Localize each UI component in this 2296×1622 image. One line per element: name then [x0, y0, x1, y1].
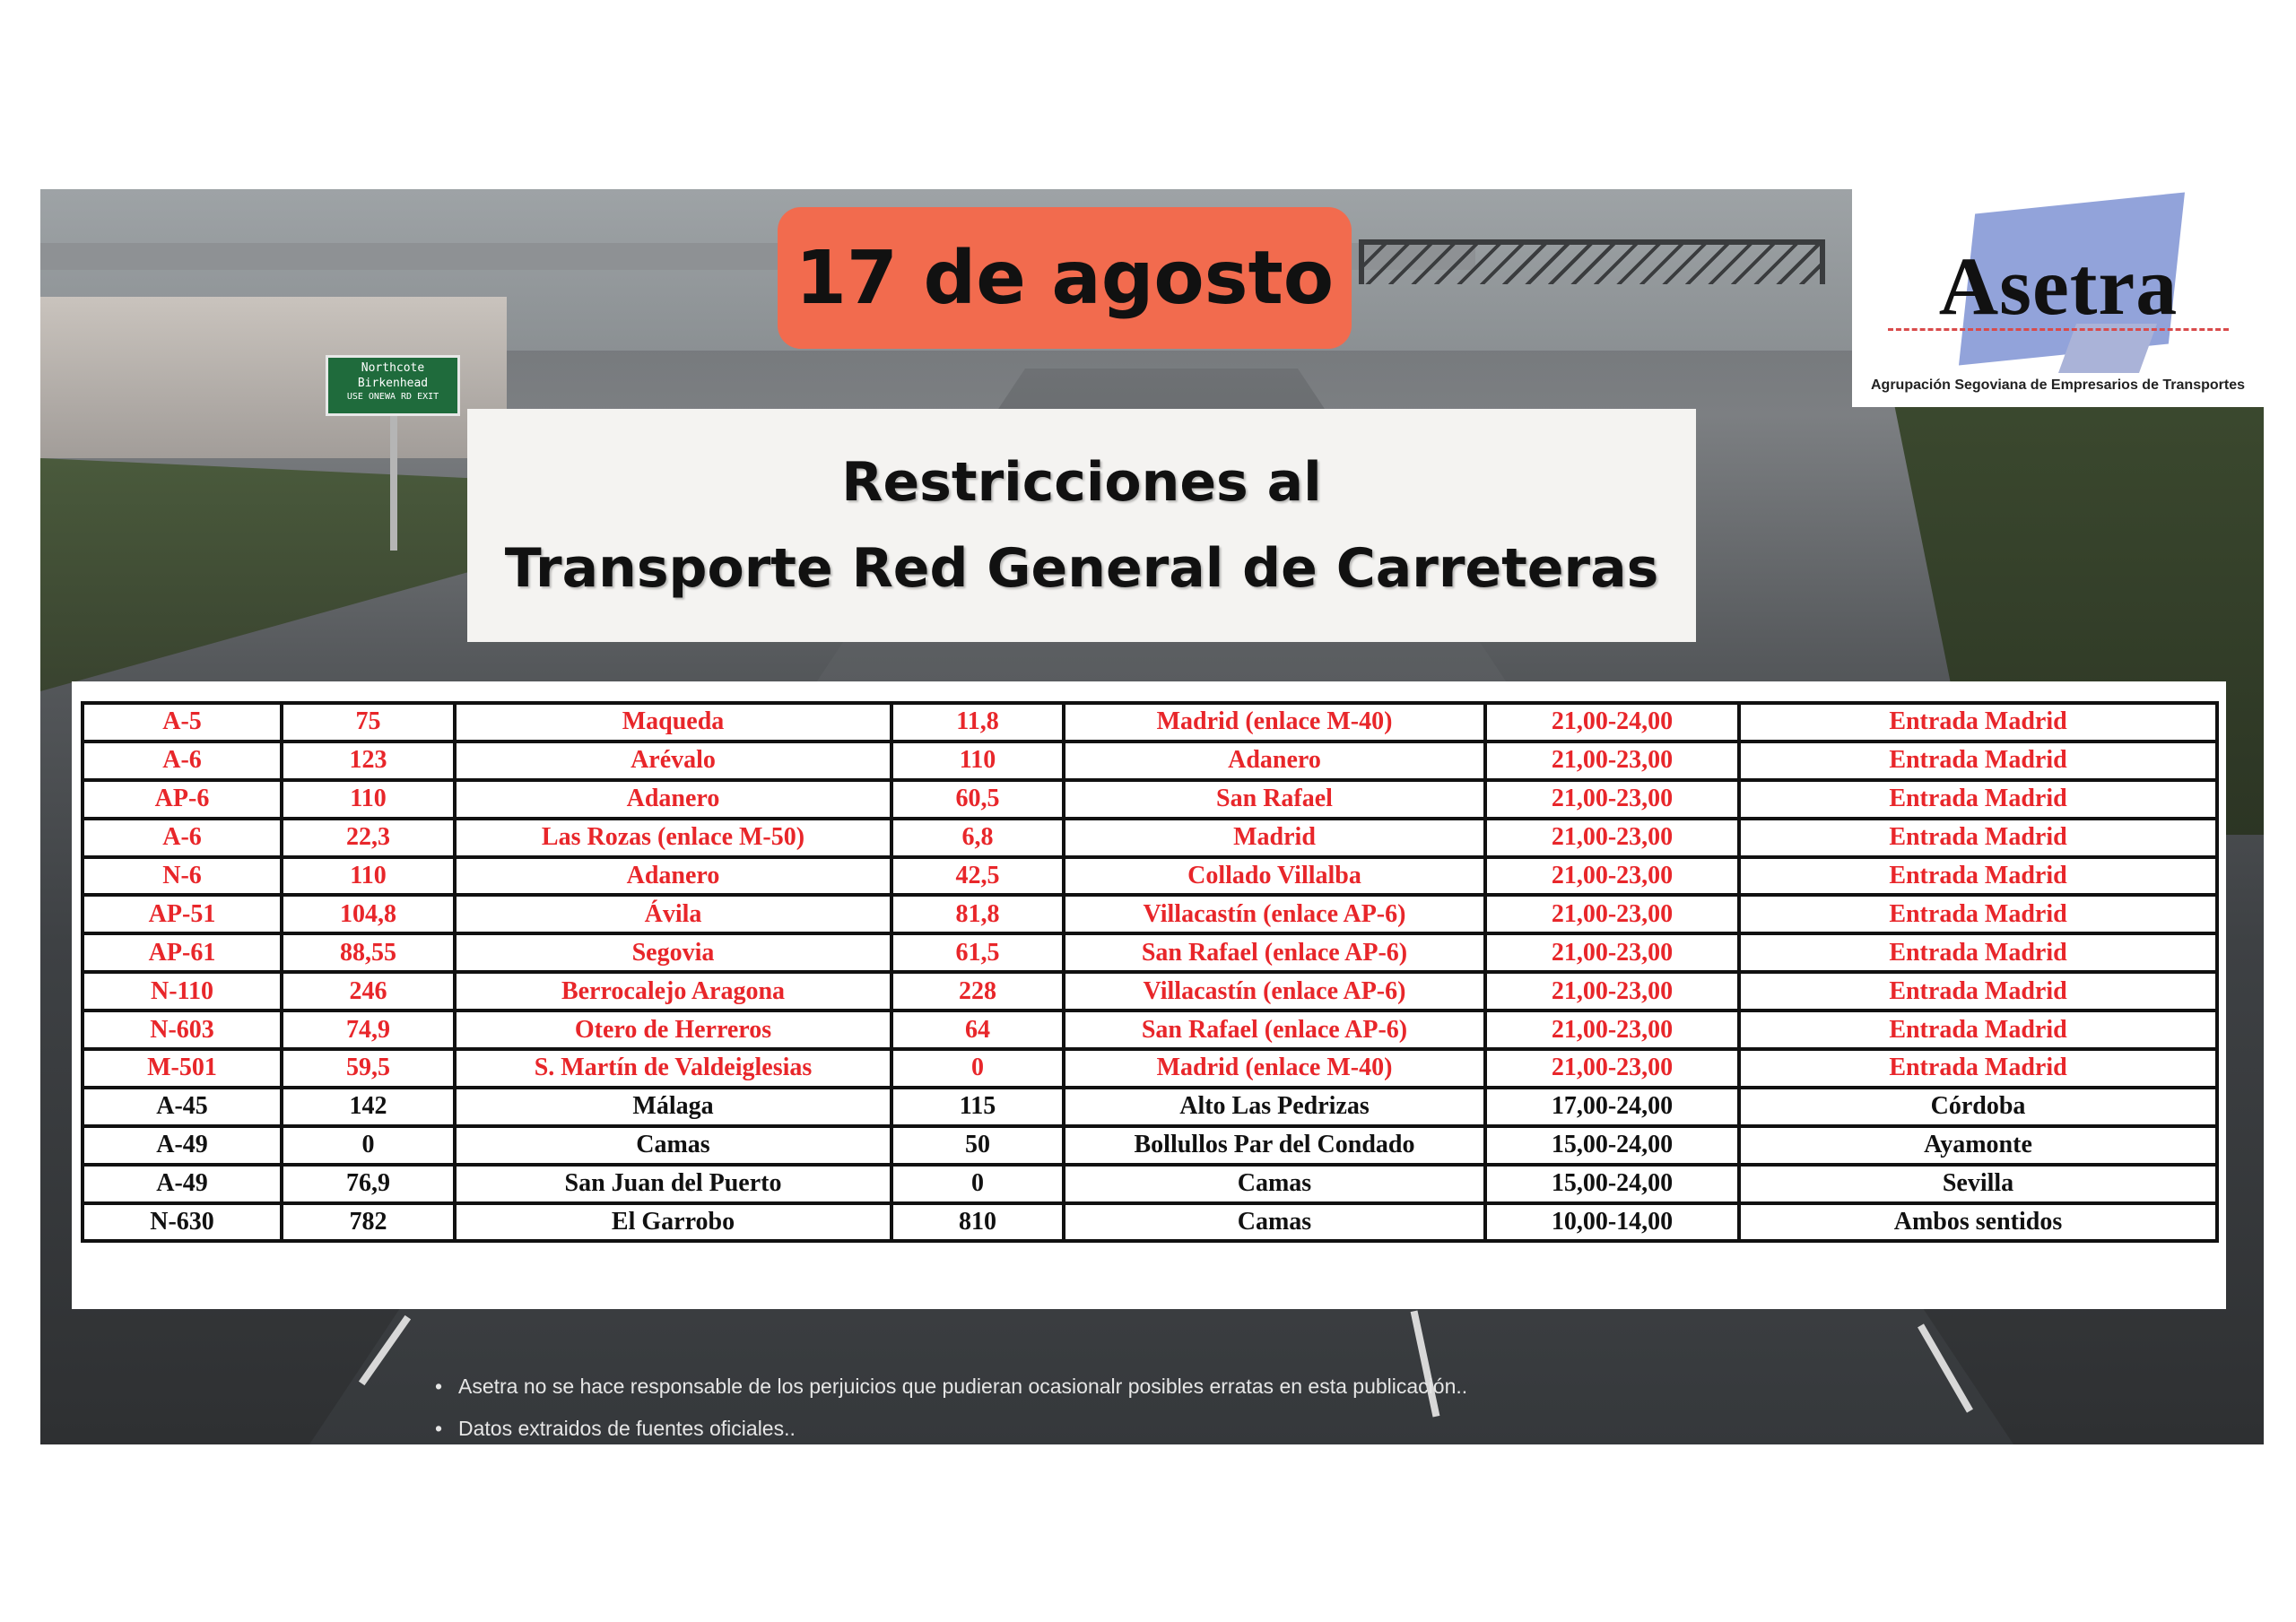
- logo-dash-line: [1888, 328, 2229, 331]
- cell-start-location: San Juan del Puerto: [455, 1165, 891, 1203]
- cell-time-range: 17,00-24,00: [1485, 1088, 1739, 1126]
- cell-direction: Entrada Madrid: [1739, 895, 2217, 933]
- cell-direction: Entrada Madrid: [1739, 933, 2217, 972]
- cell-end-location: Madrid (enlace M-40): [1064, 1049, 1485, 1088]
- cell-start-location: Málaga: [455, 1088, 891, 1126]
- date-badge: [778, 207, 1352, 349]
- cell-start-location: Adanero: [455, 780, 891, 819]
- cell-road: A-6: [83, 742, 282, 780]
- cell-km-start: 782: [282, 1203, 455, 1242]
- note-item: [435, 1408, 1467, 1444]
- cell-km-end: 50: [891, 1126, 1064, 1165]
- cell-time-range: 21,00-23,00: [1485, 1049, 1739, 1088]
- cell-road: A-49: [83, 1165, 282, 1203]
- cell-end-location: Camas: [1064, 1203, 1485, 1242]
- cell-start-location: S. Martín de Valdeiglesias: [455, 1049, 891, 1088]
- table-row: [83, 742, 2217, 780]
- cell-km-start: 76,9: [282, 1165, 455, 1203]
- cell-road: N-630: [83, 1203, 282, 1242]
- cell-start-location: El Garrobo: [455, 1203, 891, 1242]
- table-row: [83, 857, 2217, 896]
- cell-km-start: 59,5: [282, 1049, 455, 1088]
- cell-time-range: 21,00-23,00: [1485, 742, 1739, 780]
- cell-km-start: 0: [282, 1126, 455, 1165]
- cell-time-range: 21,00-23,00: [1485, 972, 1739, 1010]
- table-row: [83, 1203, 2217, 1242]
- road-sign-post: [390, 416, 397, 551]
- cell-end-location: San Rafael: [1064, 780, 1485, 819]
- cell-km-end: 6,8: [891, 819, 1064, 857]
- cell-km-end: 60,5: [891, 780, 1064, 819]
- cell-end-location: Villacastín (enlace AP-6): [1064, 895, 1485, 933]
- cell-start-location: Berrocalejo Aragona: [455, 972, 891, 1010]
- table-row: [83, 1010, 2217, 1049]
- note-text: Asetra no se hace responsable de los perjuicios que pudieran ocasionalr posibles erratas en esta publicación..: [458, 1375, 1468, 1398]
- cell-direction: Entrada Madrid: [1739, 857, 2217, 896]
- cell-km-end: 228: [891, 972, 1064, 1010]
- cell-time-range: 21,00-23,00: [1485, 1010, 1739, 1049]
- cell-start-location: Adanero: [455, 857, 891, 896]
- cell-start-location: Las Rozas (enlace M-50): [455, 819, 891, 857]
- asetra-logo: [1852, 189, 2264, 407]
- cell-direction: Entrada Madrid: [1739, 972, 2217, 1010]
- cell-time-range: 21,00-24,00: [1485, 703, 1739, 742]
- background-gantry: [1359, 239, 1825, 284]
- cell-direction: Entrada Madrid: [1739, 780, 2217, 819]
- cell-km-start: 123: [282, 742, 455, 780]
- cell-direction: Entrada Madrid: [1739, 1010, 2217, 1049]
- cell-end-location: Camas: [1064, 1165, 1485, 1203]
- cell-start-location: Arévalo: [455, 742, 891, 780]
- table-row: [83, 819, 2217, 857]
- cell-road: A-5: [83, 703, 282, 742]
- cell-start-location: Otero de Herreros: [455, 1010, 891, 1049]
- bullet-icon: •: [435, 1417, 443, 1440]
- cell-km-start: 88,55: [282, 933, 455, 972]
- cell-km-start: 110: [282, 857, 455, 896]
- table-row: [83, 933, 2217, 972]
- cell-km-start: 110: [282, 780, 455, 819]
- cell-direction: Entrada Madrid: [1739, 1049, 2217, 1088]
- cell-road: A-49: [83, 1126, 282, 1165]
- cell-road: M-501: [83, 1049, 282, 1088]
- cell-km-end: 11,8: [891, 703, 1064, 742]
- restrictions-table: [81, 701, 2219, 1243]
- cell-end-location: Adanero: [1064, 742, 1485, 780]
- cell-time-range: 21,00-23,00: [1485, 819, 1739, 857]
- table-row: [83, 972, 2217, 1010]
- poster: [40, 189, 2264, 1444]
- cell-time-range: 15,00-24,00: [1485, 1165, 1739, 1203]
- cell-km-end: 42,5: [891, 857, 1064, 896]
- cell-km-end: 810: [891, 1203, 1064, 1242]
- cell-road: AP-6: [83, 780, 282, 819]
- title-line-1: Restricciones al: [841, 451, 1322, 514]
- road-sign-line: Birkenhead: [357, 377, 429, 390]
- logo-subtitle: Agrupación Segoviana de Empresarios de Transportes: [1870, 377, 2245, 393]
- title-panel: [467, 409, 1696, 642]
- cell-road: A-6: [83, 819, 282, 857]
- cell-direction: Ayamonte: [1739, 1126, 2217, 1165]
- cell-km-end: 0: [891, 1165, 1064, 1203]
- cell-road: N-110: [83, 972, 282, 1010]
- cell-end-location: Villacastín (enlace AP-6): [1064, 972, 1485, 1010]
- cell-end-location: Madrid: [1064, 819, 1485, 857]
- cell-road: N-603: [83, 1010, 282, 1049]
- cell-start-location: Ávila: [455, 895, 891, 933]
- cell-start-location: Camas: [455, 1126, 891, 1165]
- cell-time-range: 21,00-23,00: [1485, 780, 1739, 819]
- cell-time-range: 21,00-23,00: [1485, 933, 1739, 972]
- table-row: [83, 1088, 2217, 1126]
- cell-km-end: 0: [891, 1049, 1064, 1088]
- logo-wordmark: Asetra: [1938, 240, 2179, 332]
- note-text: Datos extraidos de fuentes oficiales..: [458, 1417, 796, 1440]
- cell-time-range: 15,00-24,00: [1485, 1126, 1739, 1165]
- table-row: [83, 780, 2217, 819]
- restrictions-table-body: [83, 703, 2217, 1241]
- table-row: [83, 895, 2217, 933]
- road-sign: [326, 355, 460, 416]
- cell-time-range: 21,00-23,00: [1485, 857, 1739, 896]
- cell-road: AP-61: [83, 933, 282, 972]
- cell-km-start: 74,9: [282, 1010, 455, 1049]
- cell-direction: Córdoba: [1739, 1088, 2217, 1126]
- cell-end-location: Collado Villalba: [1064, 857, 1485, 896]
- restrictions-table-panel: [72, 681, 2226, 1309]
- disclaimer-notes: [435, 1366, 1467, 1444]
- table-row: [83, 703, 2217, 742]
- cell-km-start: 22,3: [282, 819, 455, 857]
- cell-km-start: 246: [282, 972, 455, 1010]
- cell-start-location: Segovia: [455, 933, 891, 972]
- cell-km-start: 104,8: [282, 895, 455, 933]
- cell-time-range: 21,00-23,00: [1485, 895, 1739, 933]
- cell-start-location: Maqueda: [455, 703, 891, 742]
- cell-km-end: 81,8: [891, 895, 1064, 933]
- bullet-icon: •: [435, 1375, 443, 1398]
- cell-km-start: 75: [282, 703, 455, 742]
- road-sign-line: USE ONEWA RD EXIT: [346, 392, 439, 402]
- cell-direction: Ambos sentidos: [1739, 1203, 2217, 1242]
- cell-road: N-6: [83, 857, 282, 896]
- note-item: [435, 1366, 1467, 1408]
- cell-km-start: 142: [282, 1088, 455, 1126]
- table-row: [83, 1049, 2217, 1088]
- cell-end-location: San Rafael (enlace AP-6): [1064, 1010, 1485, 1049]
- cell-km-end: 64: [891, 1010, 1064, 1049]
- cell-road: AP-51: [83, 895, 282, 933]
- cell-end-location: Madrid (enlace M-40): [1064, 703, 1485, 742]
- cell-km-end: 110: [891, 742, 1064, 780]
- road-sign-line: Northcote: [361, 361, 425, 375]
- table-row: [83, 1165, 2217, 1203]
- cell-direction: Entrada Madrid: [1739, 742, 2217, 780]
- cell-km-end: 61,5: [891, 933, 1064, 972]
- title-line-2: Transporte Red General de Carreteras: [504, 537, 1659, 600]
- date-text: 17 de agosto: [795, 235, 1335, 321]
- cell-direction: Entrada Madrid: [1739, 703, 2217, 742]
- cell-direction: Sevilla: [1739, 1165, 2217, 1203]
- cell-end-location: San Rafael (enlace AP-6): [1064, 933, 1485, 972]
- table-row: [83, 1126, 2217, 1165]
- cell-road: A-45: [83, 1088, 282, 1126]
- cell-km-end: 115: [891, 1088, 1064, 1126]
- cell-direction: Entrada Madrid: [1739, 819, 2217, 857]
- cell-time-range: 10,00-14,00: [1485, 1203, 1739, 1242]
- cell-end-location: Bollullos Par del Condado: [1064, 1126, 1485, 1165]
- cell-end-location: Alto Las Pedrizas: [1064, 1088, 1485, 1126]
